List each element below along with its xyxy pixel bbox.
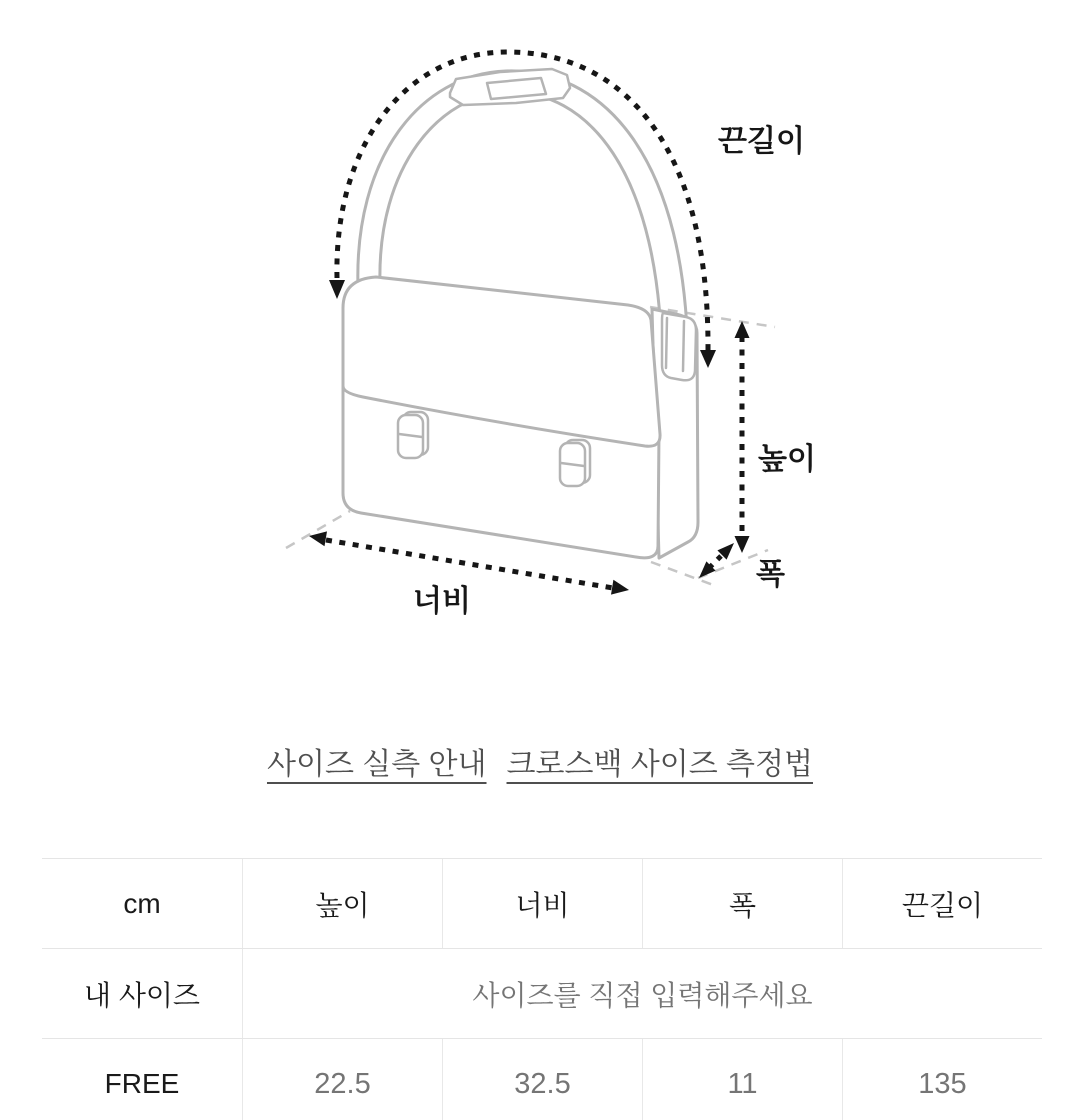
width-label: 너비 <box>413 585 471 618</box>
size-links <box>0 741 1080 789</box>
arrowhead <box>309 531 327 546</box>
size-row-free <box>42 1039 1042 1120</box>
link-crossbag-measure-method[interactable]: 크로스백 사이즈 측정법 <box>506 748 813 781</box>
buckle-right <box>560 440 590 486</box>
buckle-left <box>398 412 428 458</box>
arrowhead <box>329 280 345 299</box>
size-name: FREE <box>104 1068 180 1099</box>
header-depth: 폭 <box>642 859 842 948</box>
strap-length-label: 끈길이 <box>718 125 805 158</box>
header-strap-length: 끈길이 <box>842 859 1042 948</box>
my-size-row <box>42 949 1042 1039</box>
arrowhead <box>735 536 750 553</box>
header-width: 너비 <box>442 859 642 948</box>
table-header-row <box>42 859 1042 949</box>
bag-outline <box>343 69 698 558</box>
depth-label: 폭 <box>756 558 785 591</box>
value-depth: 11 <box>642 1039 842 1120</box>
height-label: 높이 <box>758 443 816 476</box>
value-width: 32.5 <box>442 1039 642 1120</box>
header-height: 높이 <box>242 859 442 948</box>
depth-arrow <box>699 543 734 578</box>
strap-adjuster <box>450 69 570 105</box>
arrowhead <box>700 350 716 368</box>
link-size-measure-guide[interactable]: 사이즈 실측 안내 <box>266 748 487 781</box>
value-strap-length: 135 <box>842 1039 1042 1120</box>
my-size-input[interactable]: 사이즈를 직접 입력해주세요 <box>242 949 1042 1038</box>
arrowhead <box>611 580 629 595</box>
header-unit: cm <box>123 887 161 919</box>
height-arrow <box>735 321 750 553</box>
size-table <box>42 858 1042 1120</box>
value-height: 22.5 <box>242 1039 442 1120</box>
my-size-label: 내 사이즈 <box>84 979 200 1011</box>
